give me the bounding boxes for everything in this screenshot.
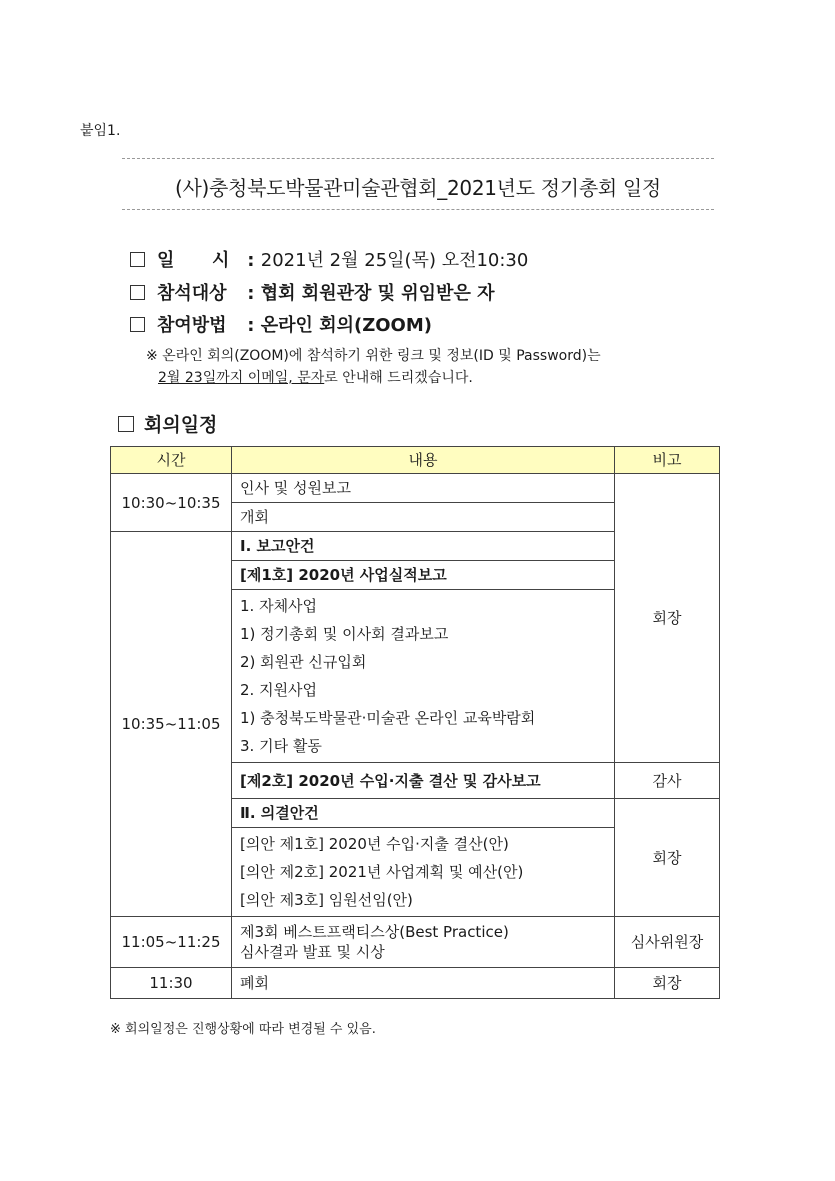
list-item: 1) 충청북도박물관·미술관 온라인 교육박람회 (240, 709, 536, 727)
title-rule-bottom (122, 209, 714, 210)
motion-list (232, 828, 615, 917)
item-heading: [제1호] 2020년 사업실적보고 (232, 561, 615, 590)
header-content: 내용 (232, 447, 615, 474)
info-value: 온라인 회의(ZOOM) (260, 315, 432, 336)
title-rule-top (122, 158, 714, 159)
note-line-2 (158, 367, 473, 387)
content-cell: 인사 및 성원보고 (232, 474, 615, 503)
schedule-table (110, 446, 720, 999)
section-title: 회의일정 (144, 414, 218, 436)
list-item: [의안 제1호] 2020년 수입·지출 결산(안) (240, 835, 509, 853)
info-key: 일 시 (157, 250, 230, 271)
note-cell: 회장 (615, 968, 720, 999)
content-cell (232, 917, 615, 968)
content-cell: 개회 (232, 503, 615, 532)
part-heading: Ⅱ. 의결안건 (232, 799, 615, 828)
checkbox-icon (118, 416, 134, 432)
info-sep: : (247, 315, 255, 336)
list-item: 1. 자체사업 (240, 597, 318, 615)
award-line-1: 제3회 베스트프랙티스상(Best Practice) (240, 923, 509, 941)
award-line-2: 심사결과 발표 및 시상 (240, 943, 385, 961)
time-cell: 11:30 (111, 968, 232, 999)
footnote: ※ 회의일정은 진행상황에 따라 변경될 수 있음. (110, 1022, 376, 1037)
info-sep: : (247, 250, 255, 271)
note-cell: 감사 (615, 763, 720, 799)
checkbox-icon (130, 285, 145, 300)
list-item: 2) 회원관 신규입회 (240, 653, 367, 671)
time-cell: 10:30~10:35 (111, 474, 232, 532)
list-item: [의안 제3호] 임원선임(안) (240, 891, 413, 909)
item-heading: [제2호] 2020년 수입·지출 결산 및 감사보고 (232, 763, 615, 799)
info-date (130, 246, 528, 272)
note-underlined: 2월 23일까지 이메일, 문자 (158, 370, 325, 386)
checkbox-icon (130, 252, 145, 267)
checkbox-icon (130, 317, 145, 332)
note-cell: 심사위원장 (615, 917, 720, 968)
info-value: 2021년 2월 25일(목) 오전10:30 (260, 250, 529, 271)
time-cell: 11:05~11:25 (111, 917, 232, 968)
info-key: 참석대상 (157, 283, 227, 304)
list-item: 1) 정기총회 및 이사회 결과보고 (240, 625, 449, 643)
note-cell: 회장 (615, 474, 720, 763)
info-key: 참여방법 (157, 315, 227, 336)
content-cell: 폐회 (232, 968, 615, 999)
info-attendees (130, 279, 495, 305)
note-line-1: ※ 온라인 회의(ZOOM)에 참석하기 위한 링크 및 정보(ID 및 Password)는 (146, 348, 601, 364)
list-item: [의안 제2호] 2021년 사업계획 및 예산(안) (240, 863, 524, 881)
list-item: 3. 기타 활동 (240, 737, 322, 755)
section-heading (118, 410, 217, 437)
header-note: 비고 (615, 447, 720, 474)
note-rest: 로 안내해 드리겠습니다. (324, 370, 473, 386)
info-method (130, 311, 432, 337)
info-sep: : (247, 283, 255, 304)
note-cell: 회장 (615, 799, 720, 917)
header-time: 시간 (111, 447, 232, 474)
time-cell: 10:35~11:05 (111, 532, 232, 917)
part-heading: Ⅰ. 보고안건 (232, 532, 615, 561)
list-item: 2. 지원사업 (240, 681, 318, 699)
info-value: 협회 회원관장 및 위임받은 자 (260, 283, 495, 304)
attachment-label: 붙임1. (80, 123, 121, 139)
item-list (232, 590, 615, 763)
document-title: (사)충청북도박물관미술관협회_2021년도 정기총회 일정 (175, 176, 661, 200)
